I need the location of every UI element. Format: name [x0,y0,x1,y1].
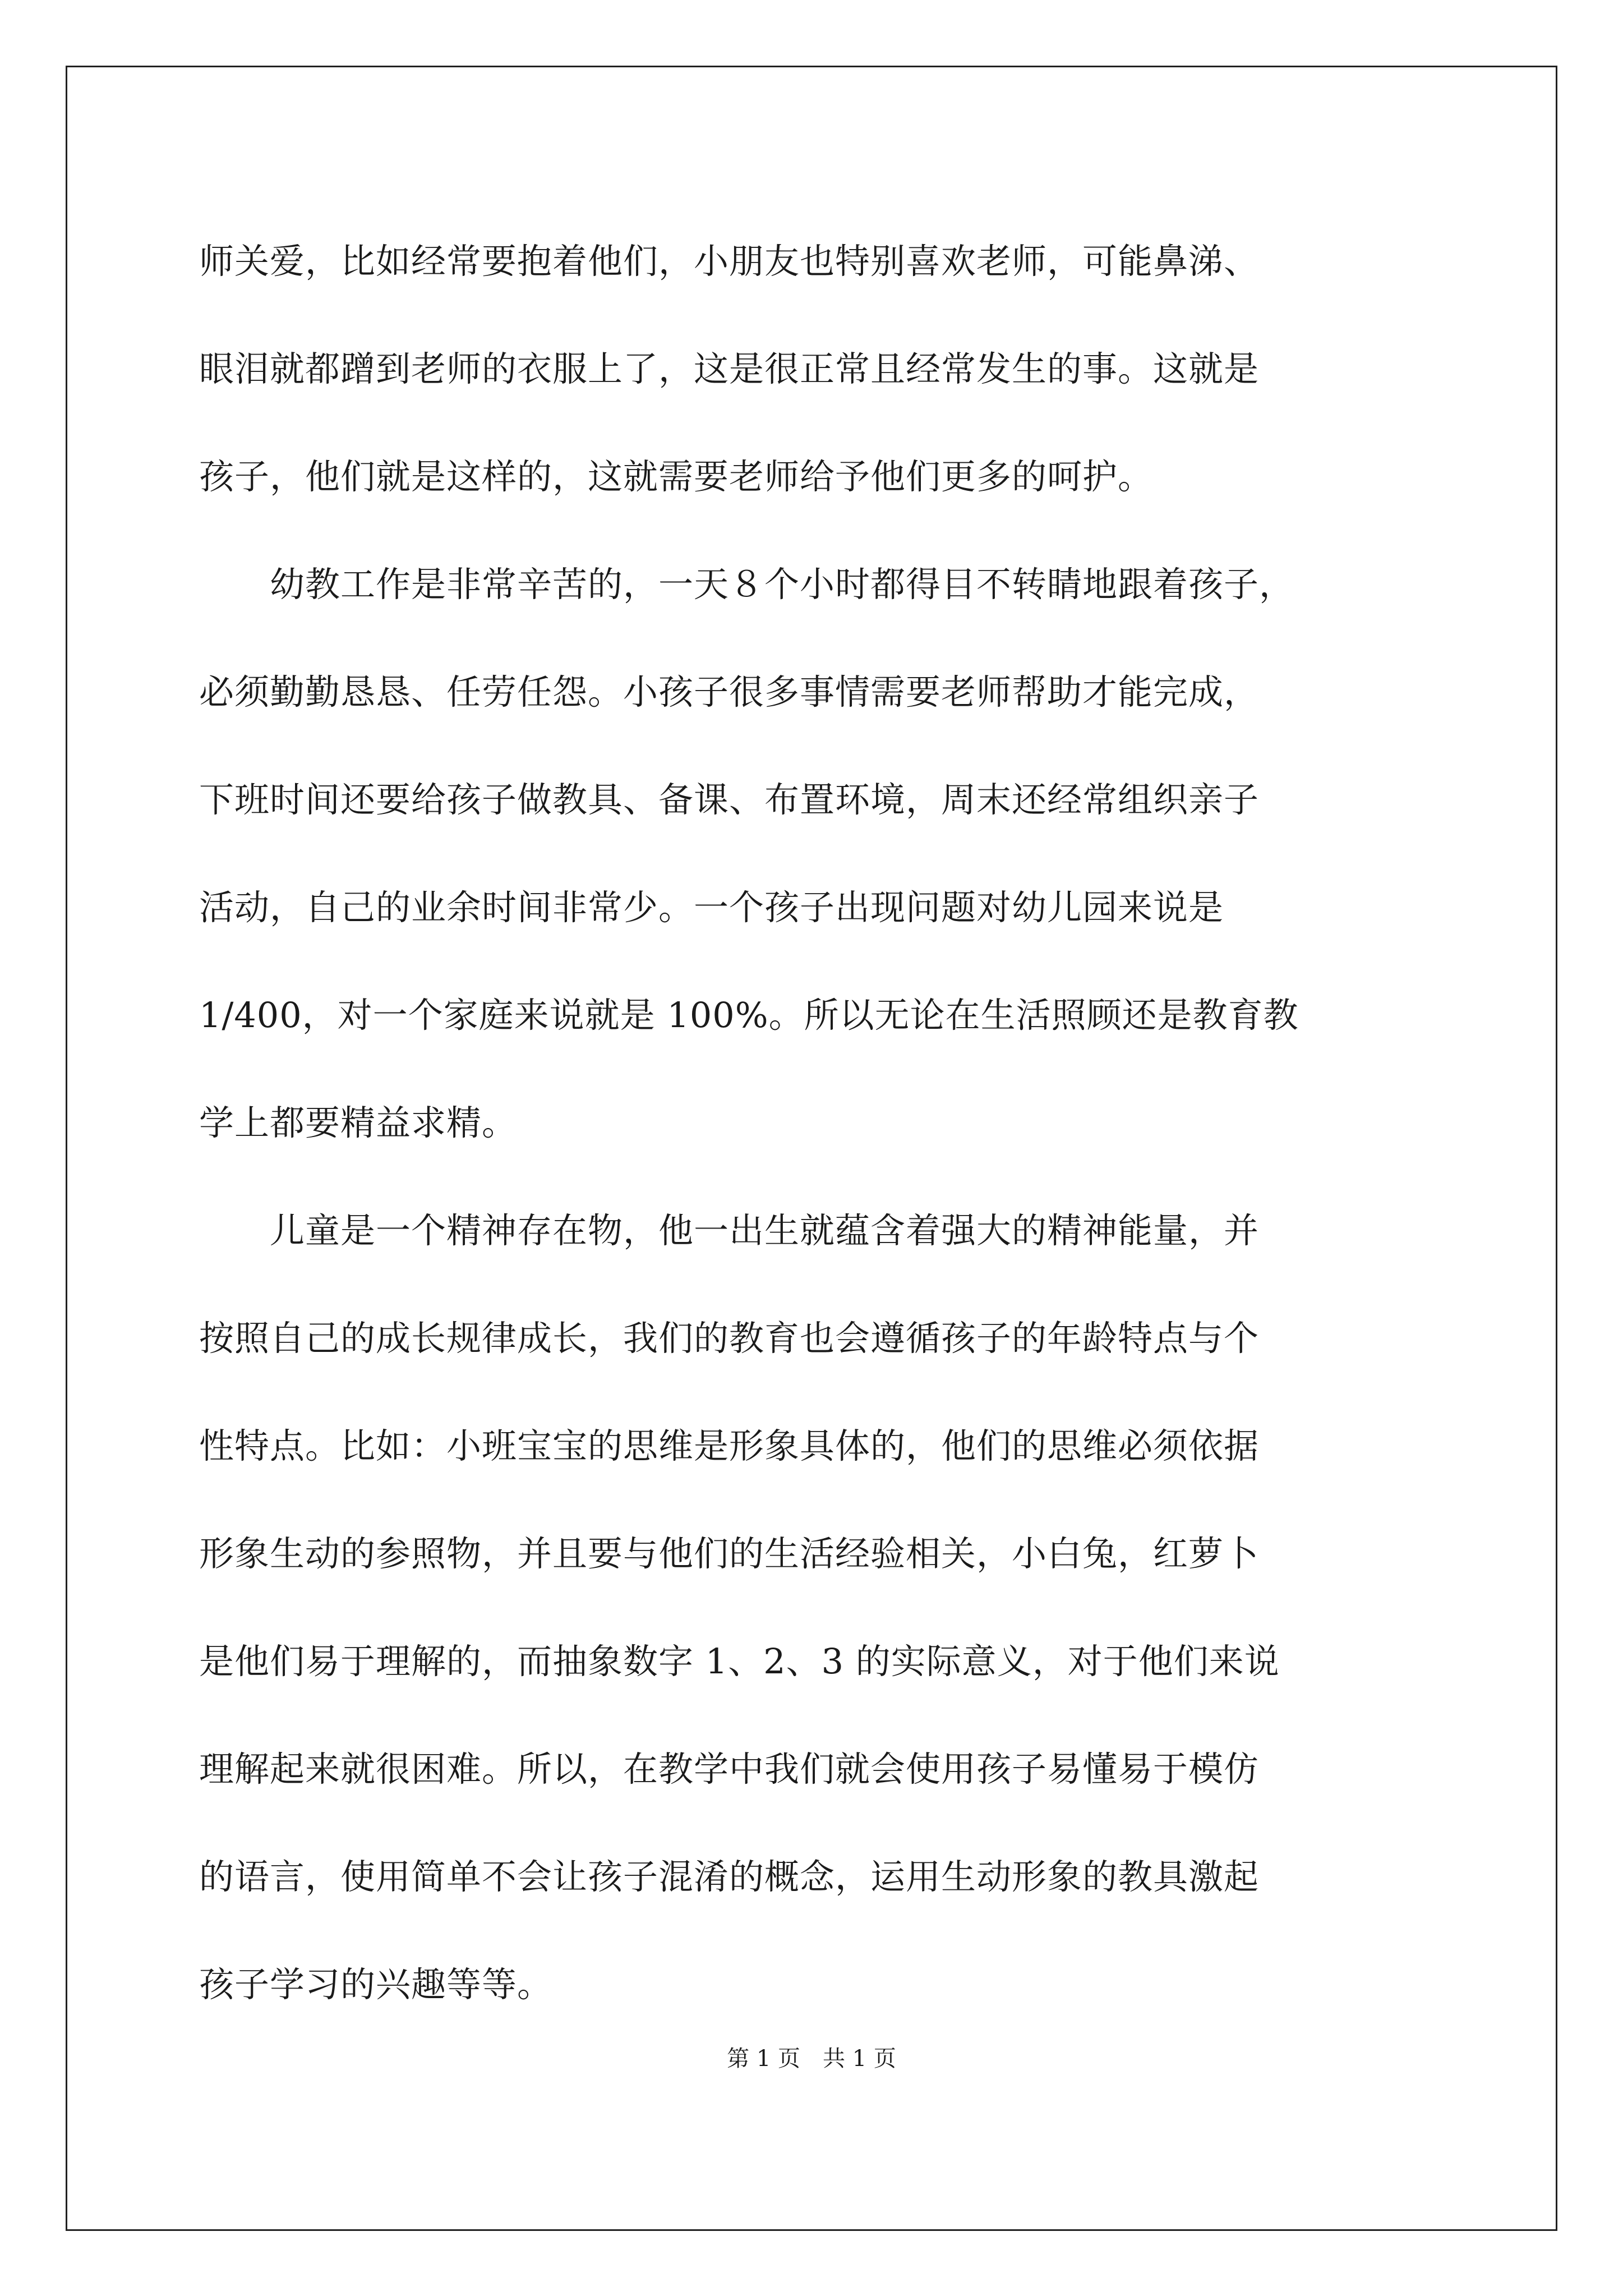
text-line: 理解起来就很困难。所以，在教学中我们就会使用孩子易懂易于模仿 [199,1749,1260,1789]
paragraph-1 [199,208,1433,531]
text-line: 眼泪就都蹭到老师的衣服上了，这是很正常且经常发生的事。这就是 [199,348,1260,389]
text-line: 学上都要精益求精。 [199,1102,518,1143]
text-line: 孩子学习的兴趣等等。 [199,1964,553,2005]
paragraph-2 [199,531,1433,1177]
text-line: 是他们易于理解的，而抽象数字 1、2、3 的实际意义，对于他们来说 [199,1641,1280,1682]
text-line: 按照自己的成长规律成长，我们的教育也会遵循孩子的年龄特点与个 [199,1318,1260,1359]
text-line: 的语言，使用简单不会让孩子混淆的概念，运用生动形象的教具激起 [199,1856,1260,1897]
text-line: 性特点。比如：小班宝宝的思维是形象具体的，他们的思维必须依据 [199,1425,1260,1466]
text-line: 孩子，他们就是这样的，这就需要老师给予他们更多的呵护。 [199,456,1154,497]
text-line: 师关爱，比如经常要抱着他们，小朋友也特别喜欢老师，可能鼻涕、 [199,241,1260,282]
text-line: 活动，自己的业余时间非常少。一个孩子出现问题对幼儿园来说是 [199,887,1224,928]
document-body [199,208,1433,2039]
page-footer: 第 1 页 共 1 页 [727,2046,896,2072]
text-line: 下班时间还要给孩子做教具、备课、布置环境，周末还经常组织亲子 [199,779,1260,820]
text-line: 幼教工作是非常辛苦的，一天８个小时都得目不转睛地跟着孩子， [199,564,1295,605]
paragraph-3 [199,1177,1433,2039]
text-line: 形象生动的参照物，并且要与他们的生活经验相关，小白兔，红萝卜 [199,1533,1260,1574]
text-line: 1/400，对一个家庭来说就是 100%。所以无论在生活照顾还是教育教 [199,995,1299,1036]
text-line: 儿童是一个精神存在物，他一出生就蕴含着强大的精神能量，并 [199,1210,1260,1251]
text-line: 必须勤勤恳恳、任劳任怨。小孩子很多事情需要老师帮助才能完成， [199,671,1260,712]
